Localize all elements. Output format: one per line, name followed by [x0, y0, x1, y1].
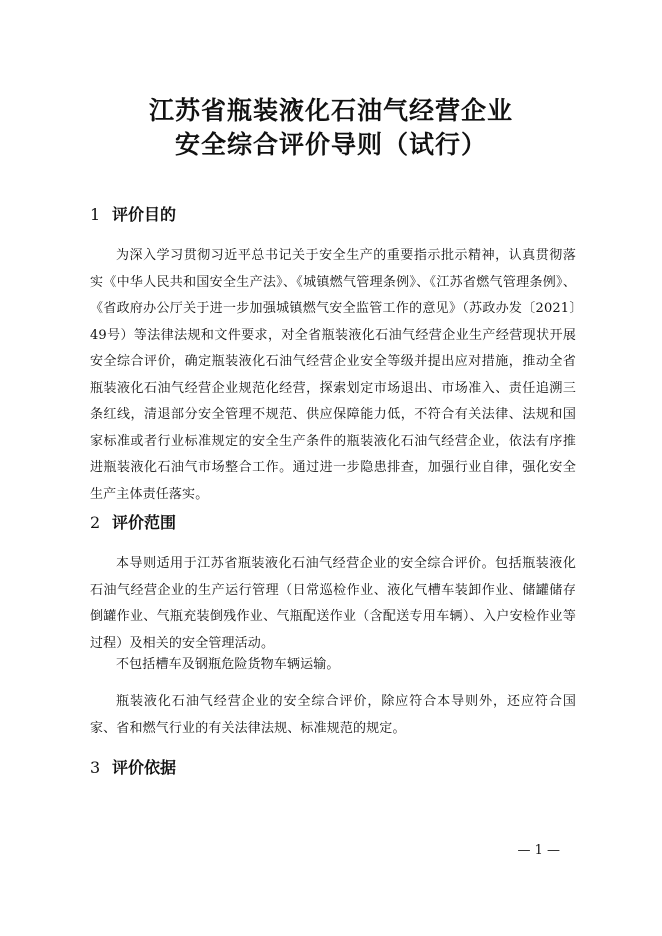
section-2-paragraph-3: 瓶装液化石油气经营企业的安全综合评价，除应符合本导则外，还应符合国家、省和燃气行业的有关法律法规、标准规范的规定。: [90, 694, 576, 736]
document-title-line1: 江苏省瓶装液化石油气经营企业: [148, 96, 513, 125]
section-1-paragraph-1: 为深入学习贯彻习近平总书记关于安全生产的重要指示批示精神，认真贯彻落实《中华人民共和国安全生产法》、《城镇燃气管理条例》、《江苏省燃气管理条例》、《省政府办公厅关于进一步加强城镇燃气安全监管工作的意见》（苏政办发〔2021〕49号）等法律法规和文件要求，对全省瓶装液化石油气经营企业生产经营现状开展安全综合评价，确定瓶装液化石油气经营企业安全等级并提出应对措施，推动全省瓶装液化石油气经营企业规范化经营，探索划定市场退出、市场准入、责任追溯三条红线，清退部分安全管理不规范、供应保障能力低，不符合有关法律、法规和国家标准或者行业标准规定的安全生产条件的瓶装液化石油气经营企业，依法有序推进瓶装液化石油气市场整合工作。通过进一步隐患排查，加强行业自律，强化安全生产主体责任落实。: [90, 248, 576, 502]
section-number: 2: [90, 513, 101, 532]
section-title: 评价依据: [112, 758, 177, 777]
document-title-line2: 安全综合评价导则（试行）: [174, 130, 487, 159]
section-title: 评价目的: [112, 205, 177, 224]
section-3-heading: [90, 758, 176, 778]
section-1-heading: [90, 205, 176, 225]
section-title: 评价范围: [112, 513, 177, 532]
section-number: 1: [90, 205, 101, 224]
section-2-heading: [90, 513, 176, 533]
section-2-paragraph-1: 本导则适用于江苏省瓶装液化石油气经营企业的安全综合评价。包括瓶装液化石油气经营企业的生产运行管理（日常巡检作业、液化气槽车装卸作业、储罐储存倒罐作业、气瓶充装倒残作业、气瓶配送作业（含配送专用车辆）、入户安检作业等过程）及相关的安全管理活动。: [90, 556, 576, 651]
section-number: 3: [90, 758, 101, 777]
section-2-paragraph-2: 不包括槽车及钢瓶危险货物车辆运输。: [116, 657, 340, 672]
page-number: — 1 —: [517, 843, 560, 858]
